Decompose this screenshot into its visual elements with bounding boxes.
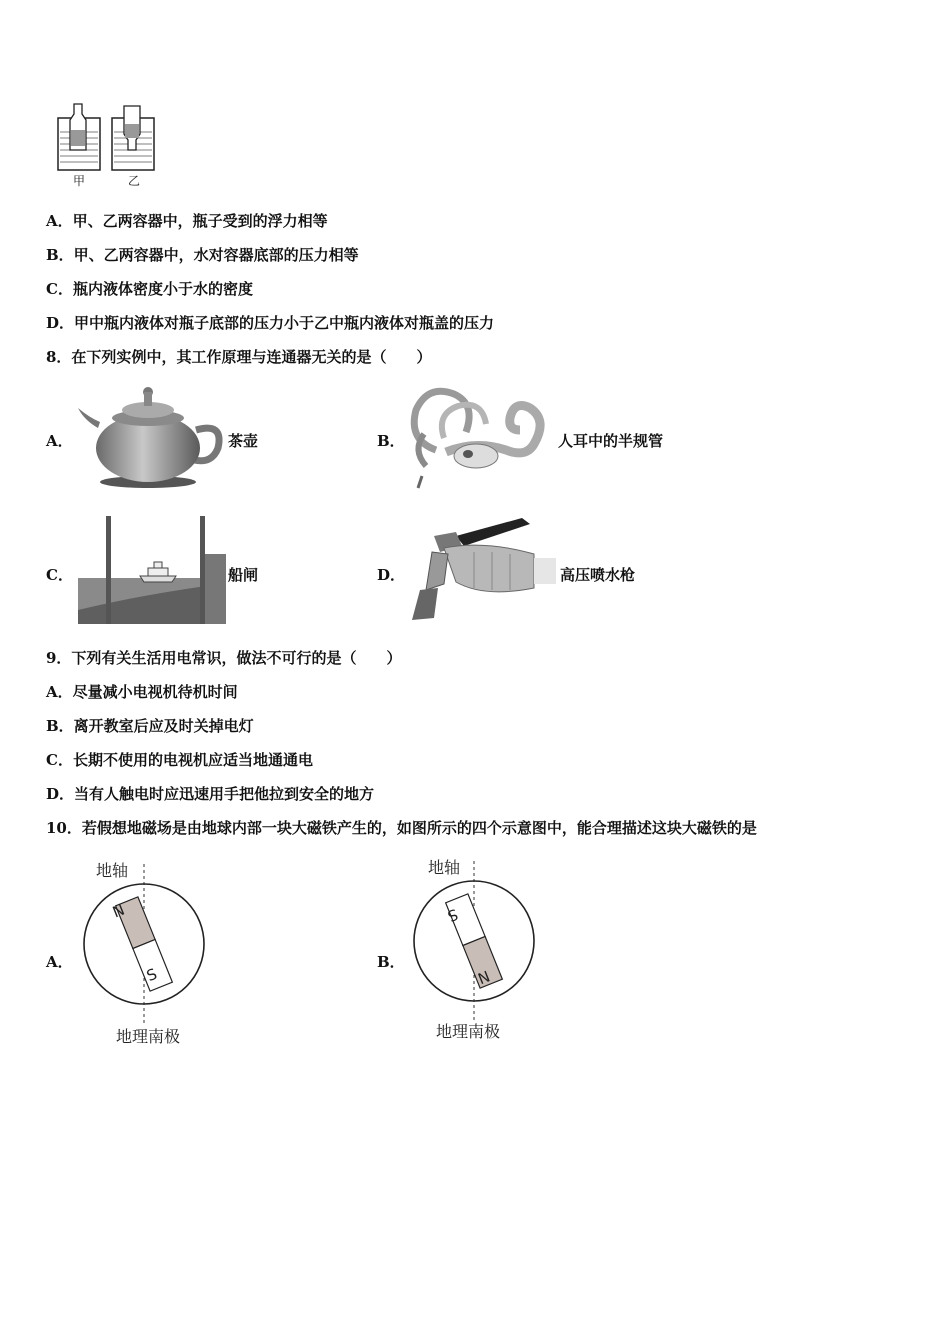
inner-ear-image <box>406 380 554 490</box>
q8-option-d-letter: D． <box>377 566 406 584</box>
q8-option-c-letter: C． <box>46 566 73 584</box>
q8-option-a-caption: 茶壶 <box>228 432 259 450</box>
q8-option-a-letter: A． <box>46 432 73 450</box>
q7-option-d: D．甲中瓶内液体对瓶子底部的压力小于乙中瓶内液体对瓶盖的压力 <box>46 314 495 332</box>
q10-option-b-letter: B． <box>377 953 405 971</box>
q8-option-b-caption: 人耳中的半规管 <box>558 432 664 450</box>
q8-stem: 8．在下列实例中，其工作原理与连通器无关的是（ ） <box>46 348 432 366</box>
ship-lock-image <box>76 514 226 626</box>
label-yi: 乙 <box>128 174 141 188</box>
q8-option-c-caption: 船闸 <box>228 566 259 584</box>
q10-a-pole-label: 地理南极 <box>116 1027 181 1046</box>
containers-illustration <box>50 100 170 180</box>
q10-b-bottom-pole: N <box>475 966 493 988</box>
water-gun-image <box>404 512 560 624</box>
q9-option-a: A．尽量减小电视机待机时间 <box>46 683 238 701</box>
q10-b-earth-diagram <box>406 855 542 1025</box>
q10-option-a-letter: A． <box>46 953 73 971</box>
q10-a-bottom-pole: S <box>143 964 160 986</box>
q8-option-d-caption: 高压喷水枪 <box>560 566 636 584</box>
q10-stem: 10．若假想地磁场是由地球内部一块大磁铁产生的，如图所示的四个示意图中，能合理描述这块大磁铁的是 <box>46 819 757 837</box>
q9-option-c: C．长期不使用的电视机应适当地通通电 <box>46 751 313 769</box>
q8-option-b-letter: B． <box>377 432 405 450</box>
q10-a-axis-label: 地轴 <box>96 861 129 880</box>
q9-option-b: B．离开教室后应及时关掉电灯 <box>46 717 254 735</box>
q7-option-a: A．甲、乙两容器中，瓶子受到的浮力相等 <box>46 212 328 230</box>
label-jia: 甲 <box>73 174 86 188</box>
q10-b-top-pole: S <box>444 904 461 926</box>
q9-option-d: D．当有人触电时应迅速用手把他拉到安全的地方 <box>46 785 375 803</box>
q9-stem: 9．下列有关生活用电常识，做法不可行的是（ ） <box>46 649 402 667</box>
q7-option-c: C．瓶内液体密度小于水的密度 <box>46 280 253 298</box>
q10-b-axis-label: 地轴 <box>428 858 461 877</box>
q10-a-earth-diagram <box>76 858 212 1028</box>
teapot-image <box>76 378 226 490</box>
q7-option-b: B．甲、乙两容器中，水对容器底部的压力相等 <box>46 246 359 264</box>
q10-b-pole-label: 地理南极 <box>436 1022 501 1041</box>
q10-a-top-pole: N <box>110 900 128 922</box>
